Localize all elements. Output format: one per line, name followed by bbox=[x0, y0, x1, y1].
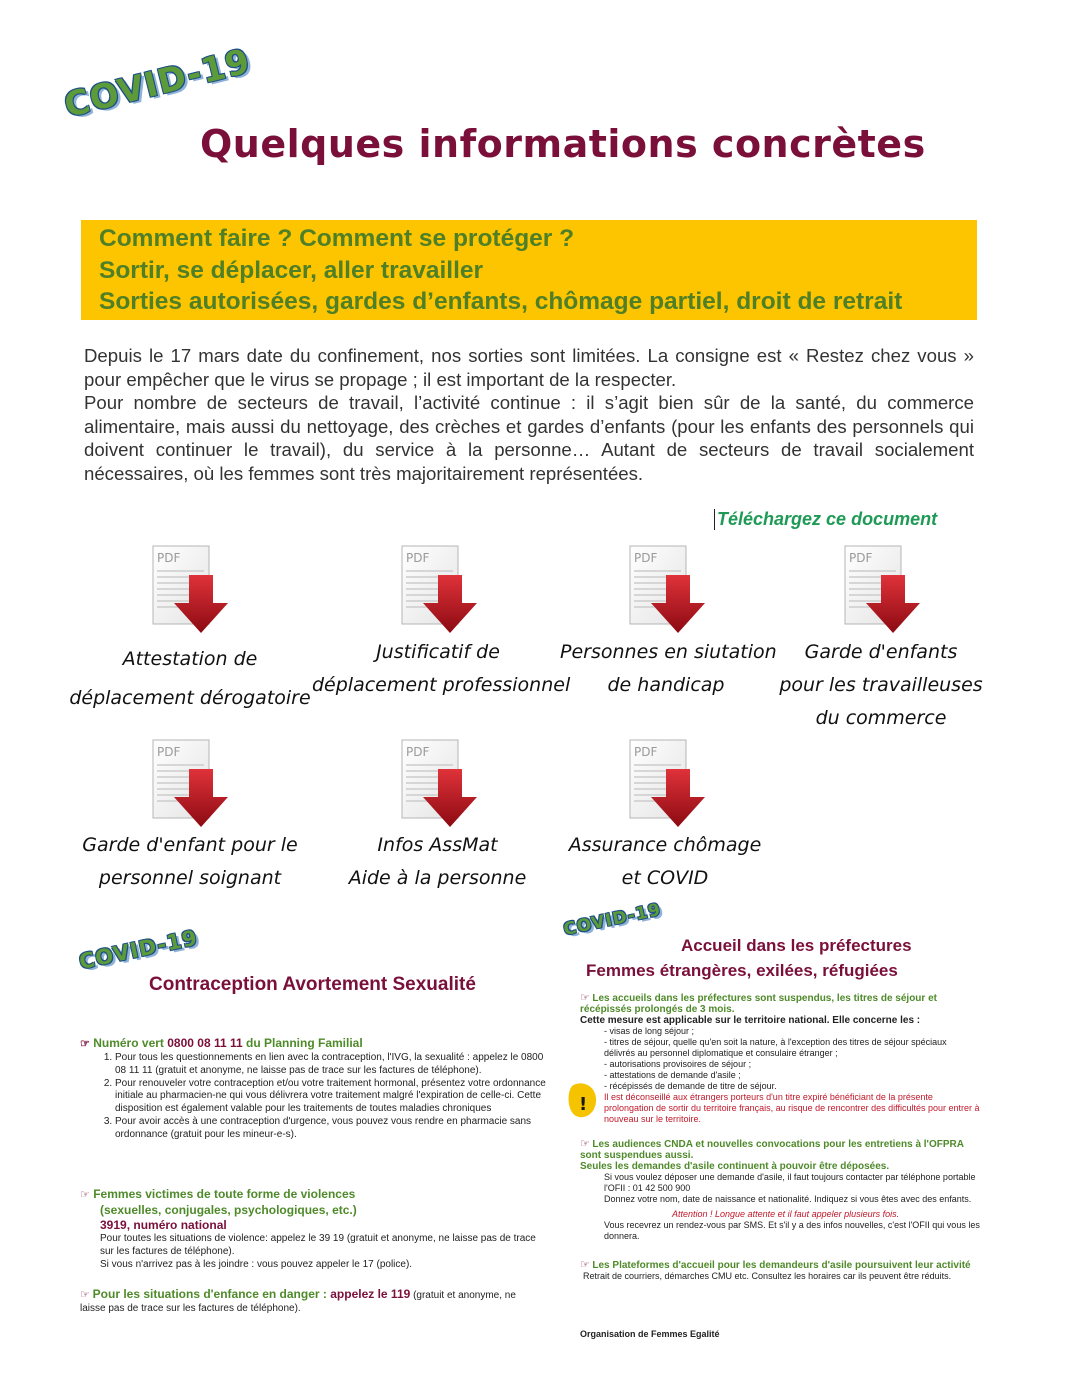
svg-text:PDF: PDF bbox=[157, 551, 181, 565]
asylum-block: ☞ Les audiences CNDA et nouvelles convocations pour les entretiens à l'OFPRA sont suspendues aussi. Seules les demandes d'asile continuent à pouvoir être déposées. Si vous voulez déposer une demande d'asile, il faut toujours contacter par téléphone portable l'OFII : 01 42 500 900 Donnez votre nom, date de naissance et nationalité. Indiquez si vous êtes avec des enfants. Attention ! Longue attente et il faut appeler plusieurs fois. Vous recevrez un rendez-vous par SMS. Et s'il y a des infos nouvelles, c'est l'OFII qui vous les donnera. bbox=[580, 1138, 980, 1241]
section-title: Contraception Avortement Sexualité bbox=[149, 974, 476, 995]
banner-line: Comment faire ? Comment se protéger ? bbox=[99, 225, 575, 252]
pointing-hand-icon: ☞ bbox=[580, 992, 590, 1004]
section-subtitle: Femmes étrangères, exilées, réfugiées bbox=[586, 961, 898, 980]
pointing-hand-icon: ☞ bbox=[80, 1189, 90, 1201]
planning-familial-block: ☞ Numéro vert 0800 08 11 11 du Planning Familial 1. Pour tous les questionnements en lien avec la contraception, l'IVG, la sexualité : appelez le 0800 08 11 11 (gratuit et anonyme, ne laisse pas de trace sur les factures de téléphone). 2. Pour renouveler votre contraception et/ou votre traitement hormonal, présentez votre ordonnance initiale au pharmacien-ne qui vous délivrera votre traitement malgré l'expiration de celle-ci. Cette disposition est également valable pour les traitements de toutes maladies chroniques 3. Pour avoir accès à une contraception d'urgence, vous pouvez vous rendre en pharmacie sans ordonnance (gratuit pour les mineur-e-s). bbox=[80, 1036, 550, 1142]
banner-line: Sortir, se déplacer, aller travailler bbox=[99, 256, 484, 284]
pdf-download-icon[interactable] bbox=[152, 739, 228, 829]
intro-paragraph: Depuis le 17 mars date du confinement, nos sorties sont limitées. La consigne est « Restez chez vous » pour empêcher que le virus se propage ; il est important de la respecter. bbox=[84, 345, 974, 390]
pdf-icon bbox=[844, 545, 920, 635]
section-title: Accueil dans les préfectures bbox=[681, 936, 912, 955]
download-label[interactable]: Justificatif de déplacement professionnel bbox=[312, 641, 571, 696]
svg-text:PDF: PDF bbox=[634, 745, 658, 759]
pdf-download-icon[interactable] bbox=[152, 545, 228, 635]
download-label[interactable]: Attestation de déplacement dérogatoire bbox=[69, 648, 311, 709]
pointing-hand-icon: ☞ bbox=[580, 1138, 590, 1150]
list-item: 3. Pour avoir accès à une contraception d'urgence, vous pouvez vous rendre en pharmacie sans ordonnance (gratuit pour les mineur-e-s). bbox=[115, 1116, 550, 1142]
download-label[interactable]: Infos AssMat Aide à la personne bbox=[348, 834, 527, 889]
prefecture-block: ☞ Les accueils dans les préfectures sont suspendus, les titres de séjour et récépissés prolongés de 3 mois. Cette mesure est applicable sur le territoire national. Elle concerne les : - visas de long séjour ; - titres de séjour, quelle qu'en soit la nature, à l'exception des titres de séjour spéciaux délivrés au personnel diplomatique et consulaire étranger ; - autorisations provisoires de séjour ; - attestations de demande d'asile ; - récépissés de demande de titre de séjour. Il est déconseillé aux étrangers porteurs d'un titre expiré bénéficiant de la présente prolongation de sortir du territoire français, au risque de rencontrer des difficultés pour entrer à nouveau sur le territoire. bbox=[580, 992, 980, 1124]
pointing-hand-icon: ☞ bbox=[80, 1038, 90, 1050]
pdf-download-icon[interactable] bbox=[401, 739, 477, 829]
covid-label: COVID-19 bbox=[60, 41, 255, 126]
pointing-hand-icon: ☞ bbox=[580, 1259, 590, 1271]
list-item: 1. Pour tous les questionnements en lien avec la contraception, l'IVG, la sexualité : appelez le 0800 08 11 11 (gratuit et anonyme, ne laisse pas de trace sur les factures de téléphone). bbox=[115, 1052, 550, 1078]
pdf-download-icon[interactable] bbox=[401, 545, 477, 635]
svg-text:PDF: PDF bbox=[406, 745, 430, 759]
warning-icon bbox=[566, 1080, 600, 1122]
pdf-icon bbox=[629, 739, 705, 829]
intro-text bbox=[84, 344, 974, 485]
svg-text:!: ! bbox=[579, 1094, 588, 1115]
pdf-icon bbox=[401, 739, 477, 829]
pdf-download-icon[interactable] bbox=[629, 545, 705, 635]
svg-text:PDF: PDF bbox=[634, 551, 658, 565]
pdf-icon bbox=[629, 545, 705, 635]
covid-label: COVID-19 bbox=[561, 899, 663, 940]
pdf-download-icon[interactable] bbox=[844, 545, 920, 635]
pdf-icon bbox=[152, 739, 228, 829]
platforms-block: ☞ Les Plateformes d'accueil pour les demandeurs d'asile poursuivent leur activité Retrait de courriers, démarches CMU etc. Consultez les horaires car ils peuvent être réduits. bbox=[580, 1259, 971, 1281]
banner-line: Sorties autorisées, gardes d’enfants, chômage partiel, droit de retrait bbox=[99, 288, 903, 315]
svg-text:PDF: PDF bbox=[849, 551, 873, 565]
covid-label: COVID-19 bbox=[77, 925, 200, 974]
svg-text:PDF: PDF bbox=[406, 551, 430, 565]
intro-paragraph: Pour nombre de secteurs de travail, l’activité continue : il s’agit bien sûr de la santé, du commerce alimentaire, mais aussi du nettoyage, des crèches et gardes d’enfants (pour les enfants des personnels qui doivent continuer le travail), du service à la personne… Autant de secteurs de travail socialement nécessaires, où les femmes sont très majoritairement représentées. bbox=[84, 392, 974, 484]
download-label[interactable]: Personnes en siutation de handicap bbox=[560, 641, 777, 696]
list-item: 2. Pour renouveler votre contraception et/ou votre traitement hormonal, présentez votre ordonnance initiale au pharmacien-ne qui vous délivrera votre traitement malgré l'expiration de celle-ci. Cette disposition est également valable pour les traitements de toutes maladies chroniques bbox=[115, 1078, 550, 1116]
download-label[interactable]: Garde d'enfant pour le personnel soignant bbox=[82, 834, 298, 889]
violence-block: ☞ Femmes victimes de toute forme de violences (sexuelles, conjugales, psychologiques, etc.) 3919, numéro national Pour toutes les situations de violence: appelez le 39 19 (gratuit et anonyme, ne laisse pas de trace sur les factures de téléphone). Si vous n'arrivez pas à les joindre : vous pouvez appeler le 17 (police). bbox=[80, 1187, 536, 1270]
footer-organisation: Organisation de Femmes Egalité bbox=[580, 1329, 720, 1339]
page-title: Quelques informations concrètes bbox=[200, 122, 926, 166]
download-label[interactable]: Garde d'enfants pour les travailleuses du commerce bbox=[779, 641, 983, 729]
svg-text:PDF: PDF bbox=[157, 745, 181, 759]
child-danger-block: ☞ Pour les situations d'enfance en danger : appelez le 119 (gratuit et anonyme, ne laisse pas de trace sur les factures de téléphone). bbox=[80, 1287, 516, 1314]
pdf-download-icon[interactable] bbox=[629, 739, 705, 829]
pointing-hand-icon: ☞ bbox=[80, 1289, 90, 1301]
topics-banner bbox=[81, 220, 977, 320]
pdf-icon bbox=[401, 545, 477, 635]
download-document-link[interactable]: Téléchargez ce document bbox=[714, 509, 937, 530]
pdf-icon bbox=[152, 545, 228, 635]
download-label[interactable]: Assurance chômage et COVID bbox=[568, 834, 762, 889]
